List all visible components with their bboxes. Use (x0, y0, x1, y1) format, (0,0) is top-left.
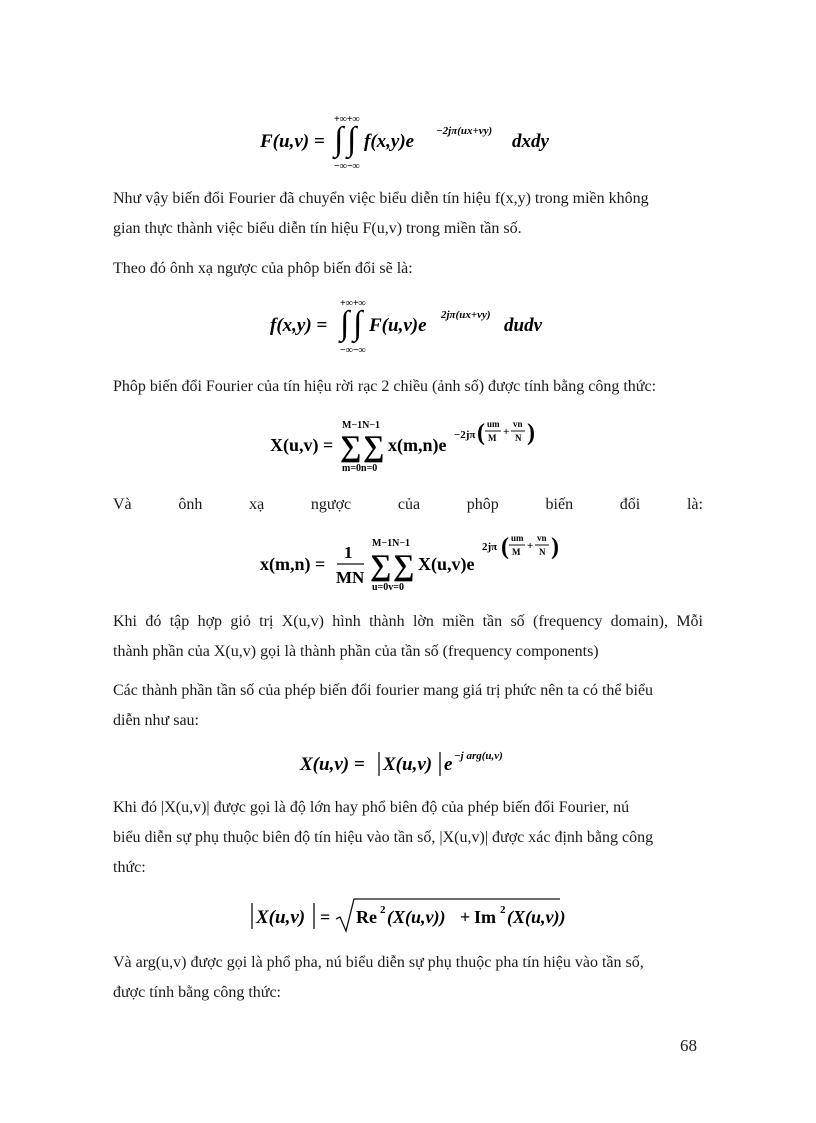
paragraph-4-word-1: Và (113, 496, 132, 513)
paragraph-4-word-8: đổi (619, 496, 641, 513)
page-number: 68 (680, 1036, 697, 1055)
paragraph-4-word-3: xạ (249, 496, 265, 513)
paragraph-7 (113, 793, 703, 883)
eq1-lhs: F(u,v) = (260, 131, 325, 152)
eq6-re: Re (356, 907, 377, 927)
paragraph-1-line-2: gian thực thành việc biểu diễn tín hiệu F(u,v) trong miền tần số. (113, 220, 522, 237)
eq2-lhs: f(x,y) = (270, 315, 328, 336)
eq2-limits-bottom: −∞−∞ (340, 345, 366, 356)
eq4-body: X(u,v)e (418, 554, 475, 574)
paragraph-4-word-4: ngược (310, 496, 352, 513)
eq6-im-arg: (X(u,v)) (507, 907, 566, 927)
eq6-plus: + (460, 907, 471, 927)
eq3-frac1-num: um (487, 419, 500, 429)
eq4-plus: + (527, 540, 534, 552)
paragraph-5-line-2: thành phần của X(u,v) gọi là thành phần của tần số (frequency components) (113, 643, 599, 660)
eq5-e: e (444, 754, 453, 775)
eq4-sum-top: M−1N−1 (372, 538, 411, 549)
paragraph-3-text: Phôp biến đổi Fourier của tín hiệu rời rạc 2 chiều (ảnh số) được tính bằng công thức: (113, 378, 657, 395)
eq4-frac-num: 1 (344, 543, 353, 562)
eq1-integral-2: ∫ (347, 121, 357, 158)
eq4-paren-left: ( (501, 534, 509, 560)
equation-polar-form (0, 742, 816, 788)
equation-inverse-dft (0, 530, 816, 602)
paragraph-5 (113, 607, 703, 667)
eq1-body: f(x,y)e (364, 131, 415, 152)
eq6-abs-content: X(u,v) (256, 907, 306, 928)
eq4-sum-bottom: u=0v=0 (372, 582, 404, 593)
eq6-im: Im (474, 907, 496, 927)
equation-dft (0, 414, 816, 482)
eq4-frac2-den: N (539, 547, 546, 557)
eq2-integral-1: ∫ (340, 305, 350, 342)
paragraph-4-word-9: là: (686, 496, 703, 513)
paragraph-2-text: Theo đó ônh xạ ngược của phôp biến đổi sẽ là: (113, 260, 413, 277)
eq3-body: x(m,n)e (388, 435, 447, 455)
eq5-abs-content: X(u,v) (383, 754, 433, 775)
equation-fourier-continuous (0, 112, 816, 180)
eq3-lhs: X(u,v) = (270, 435, 334, 455)
eq1-integral-1: ∫ (334, 121, 344, 158)
paragraph-4-word-7: biến (545, 496, 574, 513)
paragraph-4-word-2: ônh (178, 496, 203, 513)
eq3-paren-left: ( (477, 420, 485, 446)
eq3-sigma-2: ∑ (363, 430, 385, 463)
paragraph-2 (113, 254, 703, 284)
eq4-exp-prefix: 2jπ (482, 541, 498, 553)
paragraph-8-line-1: Và arg(u,v) được gọi là phổ pha, nú biểu diễn sự phụ thuộc pha tín hiệu vào tần số, (113, 954, 644, 971)
paragraph-5-line-1: Khi đó tập hợp giỏ trị X(u,v) hình thành lờn miền tần số (frequency domain), Mỗi (113, 613, 703, 630)
eq4-sigma-2: ∑ (393, 549, 415, 582)
eq3-sum-top: M−1N−1 (342, 420, 381, 431)
eq1-limits-top: +∞+∞ (334, 114, 360, 125)
eq3-frac1-den: M (488, 433, 497, 443)
eq4-sigma-1: ∑ (370, 549, 392, 582)
paragraph-8 (113, 948, 703, 1008)
eq3-paren-right: ) (527, 420, 535, 446)
paragraph-4-word-5: của (397, 496, 421, 513)
paragraph-3 (113, 372, 703, 402)
paragraph-7-line-3: thức: (113, 859, 146, 876)
paragraph-8-line-2: được tính bằng công thức: (113, 984, 281, 1001)
paragraph-1 (113, 184, 703, 244)
eq3-plus: + (503, 426, 510, 438)
eq4-lhs: x(m,n) = (260, 554, 326, 574)
paragraph-1-line-1: Như vậy biến đổi Fourier đã chuyển việc biểu diễn tín hiệu f(x,y) trong miền không (113, 190, 649, 207)
eq5-exponent: −j arg(u,v) (454, 750, 503, 762)
eq1-exponent: −2jπ(ux+vy) (436, 125, 493, 137)
eq4-frac1-den: M (512, 547, 521, 557)
eq4-frac-den: MN (336, 568, 365, 587)
eq2-integral-2: ∫ (353, 305, 363, 342)
eq2-exponent: 2jπ(ux+vy) (441, 309, 491, 321)
eq4-frac2-num: vn (537, 533, 547, 543)
paragraph-6-line-2: diễn như sau: (113, 712, 199, 729)
paragraph-6 (113, 676, 703, 736)
eq3-sigma-1: ∑ (340, 430, 362, 463)
eq2-tail: dudv (504, 315, 542, 336)
eq1-limits-bottom: −∞−∞ (334, 161, 360, 172)
paragraph-7-line-2: biểu diễn sự phụ thuộc biên độ tín hiệu vào tần số, |X(u,v)| được xác định bằng công (113, 829, 654, 846)
paragraph-4 (113, 490, 703, 520)
paragraph-7-line-1: Khi đó |X(u,v)| được gọi là độ lớn hay phổ biên độ của phép biến đổi Fourier, nú (113, 799, 630, 816)
equation-magnitude (0, 893, 816, 943)
eq6-equals: = (320, 907, 331, 927)
eq5-lhs: X(u,v) = (300, 754, 365, 775)
eq4-paren-right: ) (551, 534, 559, 560)
eq3-sum-bottom: m=0n=0 (342, 463, 378, 474)
eq3-frac2-den: N (515, 433, 522, 443)
eq1-tail: dxdy (512, 131, 549, 152)
eq2-limits-top: +∞+∞ (340, 298, 366, 309)
eq3-frac2-num: vn (513, 419, 523, 429)
eq2-body: F(u,v)e (369, 315, 427, 336)
eq6-im-square: 2 (500, 904, 506, 916)
eq6-re-square: 2 (380, 904, 386, 916)
eq4-frac1-num: um (511, 533, 524, 543)
eq6-re-arg: (X(u,v)) (387, 907, 446, 927)
eq3-exp-prefix: −2jπ (454, 429, 476, 441)
paragraph-6-line-1: Các thành phần tần số của phép biến đổi fourier mang giá trị phức nên ta có thể biểu (113, 682, 654, 699)
paragraph-4-word-6: phôp (466, 496, 499, 513)
equation-inverse-fourier-continuous (0, 296, 816, 364)
